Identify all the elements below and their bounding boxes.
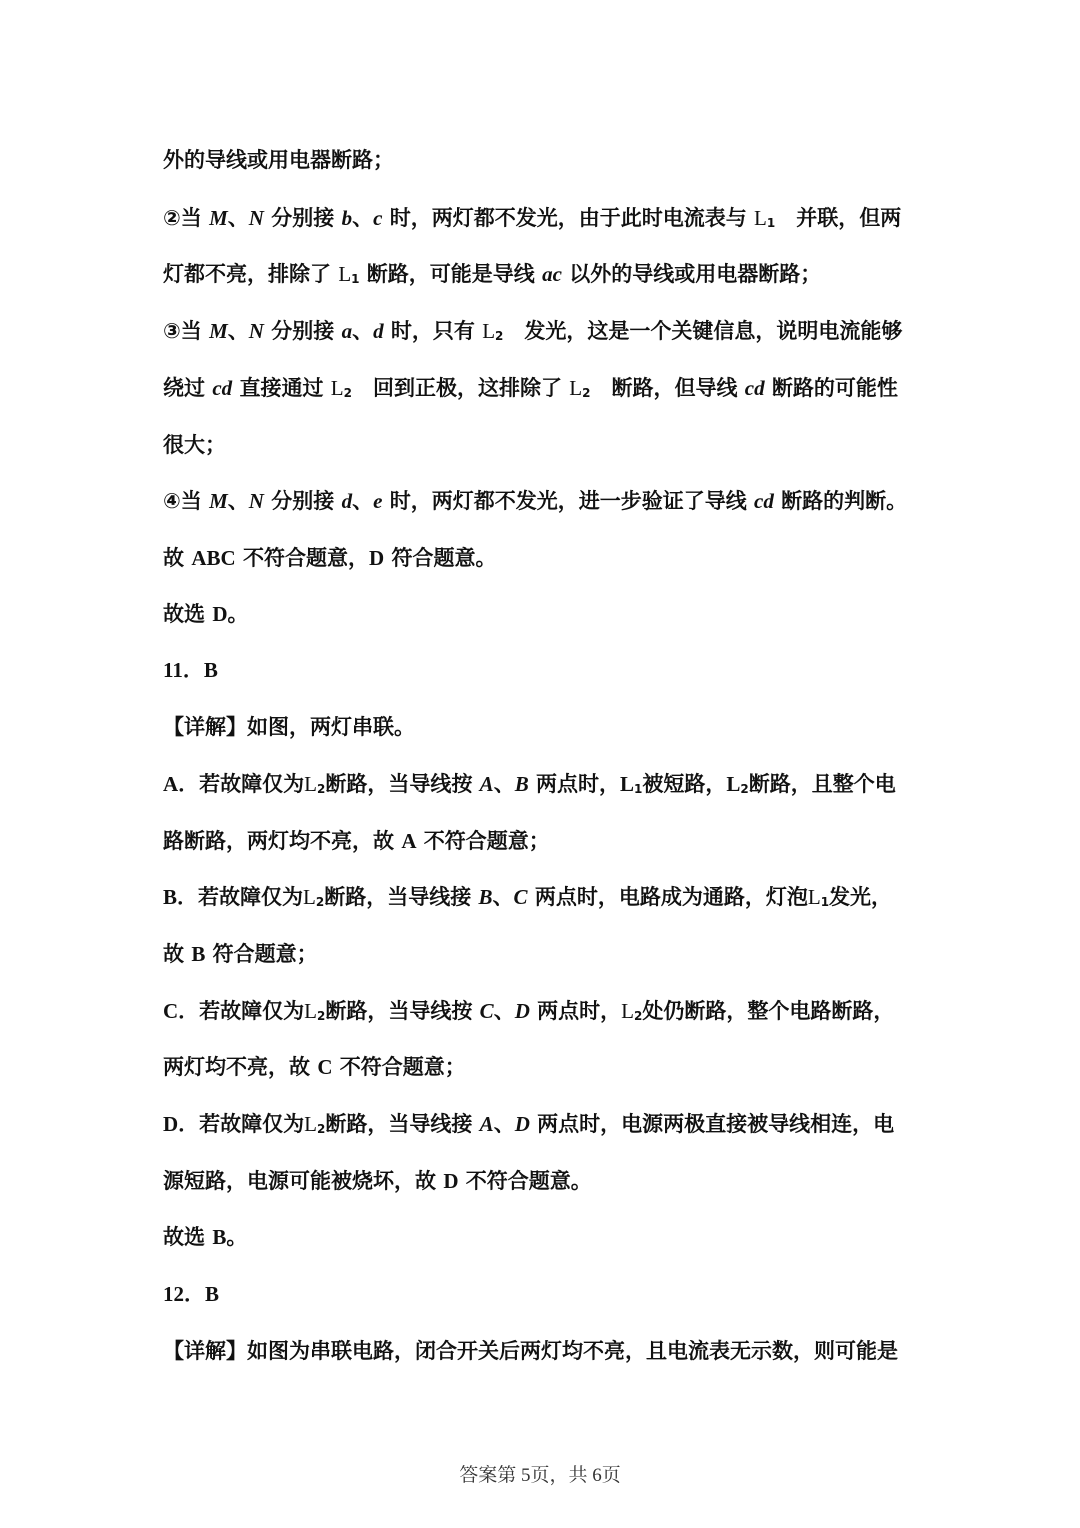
text-line — [163, 1109, 923, 1139]
text-run: 发光， — [829, 885, 893, 909]
text-run: M — [209, 206, 228, 230]
text-run: b — [341, 206, 353, 230]
text-run: 。 — [227, 602, 249, 626]
text-run: cd — [744, 376, 765, 400]
text-run: 源短路，电源可能被烧坏，故 — [163, 1169, 444, 1193]
text-run: N — [248, 319, 264, 343]
text-run: 1 — [634, 782, 643, 796]
text-run: ABC — [191, 546, 236, 570]
text-run: 发光，这是一个关键信息，说明电流能够 — [503, 319, 903, 343]
text-run: A — [401, 829, 417, 853]
text-line — [163, 259, 923, 289]
text-run: 2 — [740, 782, 749, 796]
text-run: c — [373, 206, 383, 230]
text-run: ④当 — [163, 489, 210, 513]
text-run: 。 — [226, 1225, 248, 1249]
text-run: 不符合题意， — [235, 546, 369, 570]
text-run: 断路，当导线按 — [325, 999, 480, 1023]
text-run: 不符合题意； — [332, 1055, 466, 1079]
text-run: e — [373, 489, 383, 513]
text-run: 12．B — [163, 1282, 220, 1306]
text-run: ．若故障仅为 — [178, 772, 305, 796]
text-run: D — [163, 1112, 179, 1136]
text-run: 、 — [352, 319, 374, 343]
text-run: 故选 — [163, 1225, 213, 1249]
text-run: A — [479, 772, 494, 796]
text-run: 两点时，电源两极直接被导线相连，电 — [529, 1112, 895, 1136]
text-run: A — [479, 1112, 494, 1136]
text-run: 2 — [315, 895, 325, 909]
text-run: 故 — [163, 546, 192, 570]
text-run: N — [248, 489, 264, 513]
text-run: 断路的判断。 — [773, 489, 908, 513]
text-run: 两点时，电路成为通路，灯泡 — [527, 885, 808, 909]
text-run: 两点时， — [529, 999, 622, 1023]
text-run: 、 — [227, 206, 249, 230]
text-run: 很大； — [163, 433, 226, 457]
text-run: L — [726, 772, 741, 796]
text-line — [163, 1052, 923, 1082]
text-run: L — [338, 262, 352, 286]
text-run: 被短路， — [642, 772, 727, 796]
text-run: L — [330, 376, 344, 400]
text-run: 、 — [493, 999, 515, 1023]
text-run: C — [317, 1055, 333, 1079]
text-line — [163, 316, 923, 346]
text-run: 处仍断路，整个电路断路， — [642, 999, 895, 1023]
text-run: L — [304, 999, 317, 1023]
text-line — [163, 826, 923, 856]
text-run: ．若故障仅为 — [178, 1112, 305, 1136]
text-line — [163, 1166, 923, 1196]
text-line — [163, 203, 923, 233]
text-run: 绕过 — [163, 376, 213, 400]
text-line — [163, 543, 923, 573]
text-line — [163, 769, 923, 799]
text-run: D — [368, 546, 385, 570]
text-run: 1 — [820, 895, 830, 909]
text-run: 2 — [634, 1009, 643, 1023]
text-run: C — [163, 999, 179, 1023]
text-run: B — [478, 885, 493, 909]
text-run: B — [163, 885, 178, 909]
text-line — [163, 996, 923, 1026]
text-run: 、 — [493, 772, 515, 796]
text-run: 2 — [495, 329, 504, 343]
text-run: 断路，当导线接 — [324, 885, 479, 909]
text-run: 两灯均不亮，故 — [163, 1055, 318, 1079]
text-line — [163, 882, 923, 912]
text-run: cd — [754, 489, 774, 513]
text-run: 回到正极，这排除了 — [351, 376, 570, 400]
text-run: 【详解】如图，两灯串联。 — [163, 715, 415, 739]
text-run: D — [514, 999, 530, 1023]
text-run: L — [807, 885, 821, 909]
text-run: 不符合题意； — [416, 829, 550, 853]
text-run: L — [754, 206, 767, 230]
text-run: 分别接 — [263, 206, 342, 230]
text-run: 、 — [492, 885, 514, 909]
text-run: 符合题意。 — [384, 546, 497, 570]
text-run: L — [304, 772, 317, 796]
text-line — [163, 599, 923, 629]
text-run: L — [620, 772, 635, 796]
text-run: ②当 — [163, 206, 210, 230]
text-run: B — [212, 1225, 227, 1249]
text-line — [163, 655, 923, 685]
text-run: 2 — [317, 782, 326, 796]
text-run: 两点时， — [528, 772, 621, 796]
text-run: 【详解】如图为串联电路，闭合开关后两灯均不亮，且电流表无示数，则可能是 — [163, 1339, 898, 1363]
text-run: L — [482, 319, 496, 343]
text-run: C — [479, 999, 494, 1023]
text-run: 、 — [352, 489, 374, 513]
text-run: 断路，可能是导线 — [359, 262, 543, 286]
text-run: 以外的导线或用电器断路； — [561, 262, 822, 286]
text-run: 、 — [227, 319, 249, 343]
text-run: L — [621, 999, 634, 1023]
text-run: 断路，当导线按 — [325, 772, 480, 796]
text-run: d — [341, 489, 353, 513]
text-run: 灯都不亮，排除了 — [163, 262, 339, 286]
text-run: ③当 — [163, 319, 210, 343]
text-run: a — [341, 319, 353, 343]
text-run: 故选 — [163, 602, 213, 626]
text-run: 2 — [582, 386, 591, 400]
text-run: 2 — [343, 386, 352, 400]
text-run: 2 — [317, 1009, 326, 1023]
text-line — [163, 486, 923, 516]
text-run: 时，只有 — [383, 319, 483, 343]
text-run: B — [514, 772, 529, 796]
text-run: 断路，当导线接 — [325, 1112, 480, 1136]
text-run: D — [514, 1112, 530, 1136]
text-run: 时，两灯都不发光，进一步验证了导线 — [382, 489, 755, 513]
text-run: ．若故障仅为 — [178, 999, 305, 1023]
text-run: B — [191, 942, 206, 966]
text-run: D — [443, 1169, 459, 1193]
text-run: d — [373, 319, 384, 343]
text-line — [163, 430, 923, 460]
text-run: 断路的可能性 — [764, 376, 898, 400]
text-run: L — [569, 376, 583, 400]
text-run: ac — [542, 262, 562, 286]
text-run: 断路，且整个电 — [748, 772, 896, 796]
text-line — [163, 145, 923, 175]
text-run: 时，两灯都不发光，由于此时电流表与 — [382, 206, 755, 230]
text-run: 1 — [351, 272, 360, 286]
text-run: 、 — [493, 1112, 515, 1136]
text-line — [163, 373, 923, 403]
text-run: M — [209, 489, 228, 513]
text-line — [163, 712, 923, 742]
text-run: cd — [212, 376, 233, 400]
text-run: 不符合题意。 — [458, 1169, 592, 1193]
text-run: A — [163, 772, 179, 796]
text-run: 11．B — [163, 658, 218, 682]
text-run: D — [212, 602, 228, 626]
text-run: 1 — [766, 216, 776, 230]
text-run: 直接通过 — [232, 376, 331, 400]
text-line — [163, 1336, 923, 1366]
text-run: 并联，但两 — [775, 206, 902, 230]
text-run: ．若故障仅为 — [177, 885, 304, 909]
text-run: 符合题意； — [205, 942, 318, 966]
text-run: C — [513, 885, 528, 909]
text-run: 2 — [317, 1122, 326, 1136]
text-line — [163, 1279, 923, 1309]
text-run: 路断路，两灯均不亮，故 — [163, 829, 402, 853]
text-line — [163, 939, 923, 969]
text-run: L — [303, 885, 316, 909]
text-run: 外的导线或用电器断路； — [163, 148, 394, 172]
text-run: 断路，但导线 — [590, 376, 745, 400]
text-run: 分别接 — [263, 319, 342, 343]
text-run: 、 — [227, 489, 249, 513]
text-run: 故 — [163, 942, 192, 966]
text-run: L — [304, 1112, 317, 1136]
text-run: 分别接 — [263, 489, 342, 513]
text-run: M — [209, 319, 228, 343]
text-run: 、 — [352, 206, 374, 230]
text-run: N — [248, 206, 264, 230]
text-line — [163, 1222, 923, 1252]
page-footer: 答案第 5页，共 6页 — [459, 1465, 621, 1486]
